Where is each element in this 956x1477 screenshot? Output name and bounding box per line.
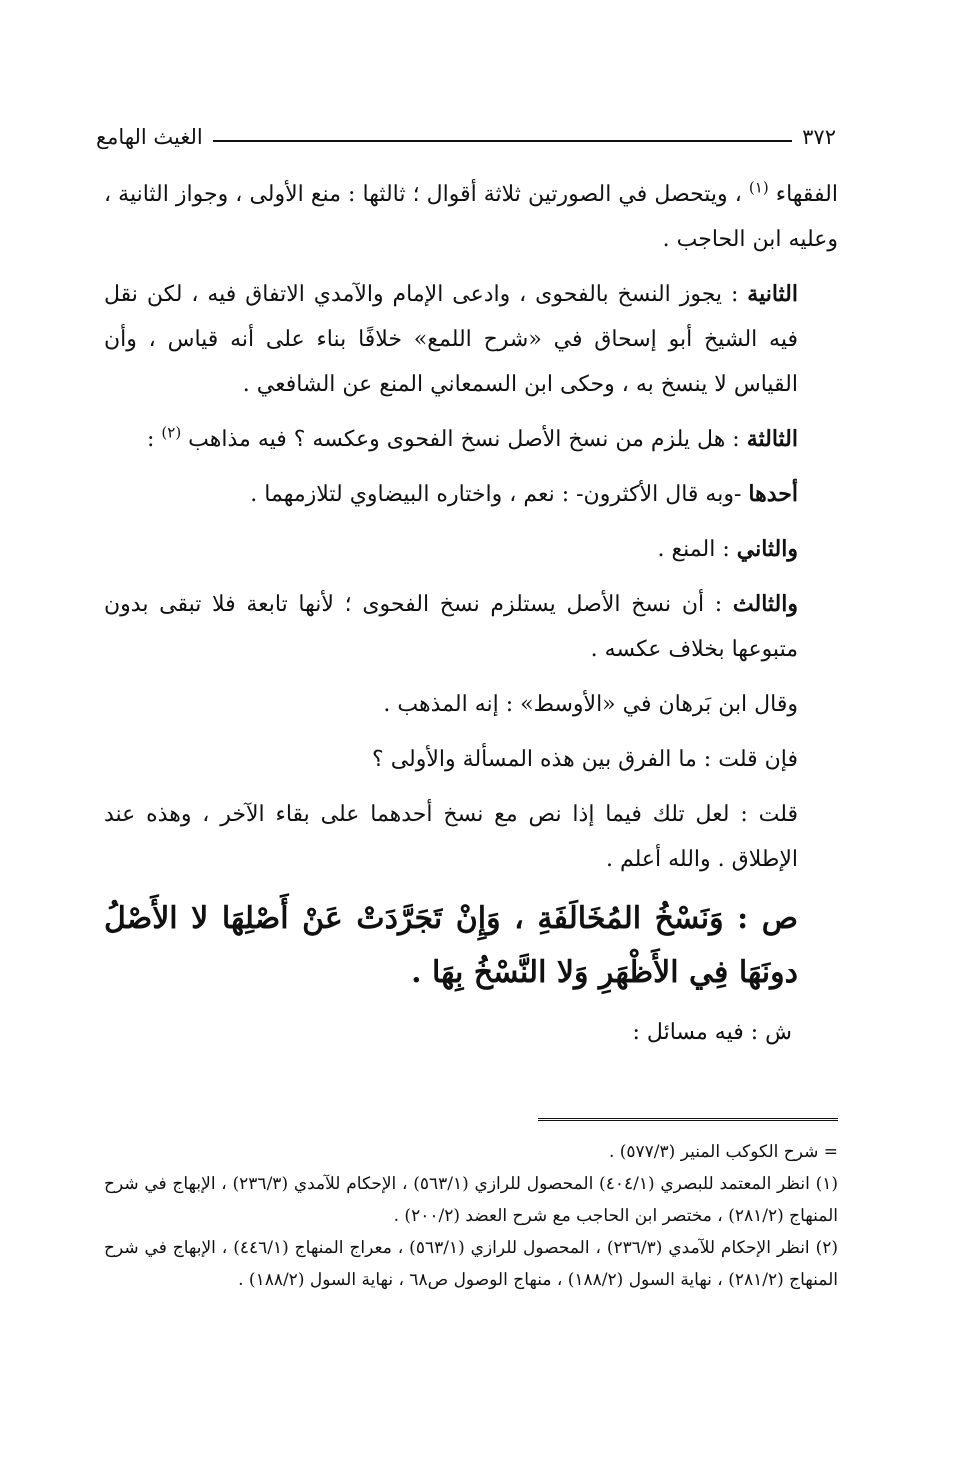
paragraph-label: والثاني xyxy=(736,536,798,562)
paragraph-2: الثانية : يجوز النسخ بالفحوى ، وادعى الإمام والآمدي الاتفاق فيه ، لكن نقل فيه الشيخ أبو إسحاق في «شرح اللمع» خلافًا بناء على أنه قياس ، وأن القياس لا ينسخ به ، وحكى ابن السمعاني المنع عن الشافعي . xyxy=(104,281,798,397)
footnote-1: (١) انظر المعتمد للبصري (٤٠٤/١) المحصول للرازي (٥٦٣/١) ، الإحكام للآمدي (٢٣٦/٣) ، الإبهاج في شرح المنهاج (٢٨١/٢) ، مختصر ابن الحاجب مع شرح العضد (٢٠٠/٢) . xyxy=(104,1174,838,1226)
paragraph-label: الثانية xyxy=(747,281,798,307)
sharh-text: ش : فيه مسائل : xyxy=(632,1020,792,1045)
paragraph-label: الثالثة xyxy=(746,426,798,452)
paragraph-label: والثالث xyxy=(732,591,798,617)
paragraph-9: قلت : لعل تلك فيما إذا نص مع نسخ أحدهما على بقاء الآخر ، وهذه عند الإطلاق . والله أعلم . xyxy=(104,802,798,872)
paragraph-6: والثالث : أن نسخ الأصل يستلزم نسخ الفحوى ؛ لأنها تابعة فلا تبقى بدون متبوعها بخلاف عكسه . xyxy=(104,591,798,662)
footnote-separator xyxy=(538,1118,838,1125)
page-number: ٣٧٢ xyxy=(802,125,836,149)
footnote-ref-2[interactable]: (٢) xyxy=(161,423,182,442)
paragraph-8: فإن قلت : ما الفرق بين هذه المسألة والأولى ؟ xyxy=(372,747,798,772)
paragraph-1: الفقهاء $^{(١)}$ ، ويتحصل في الصورتين ثلاثة أقوال ؛ ثالثها : منع الأولى ، وجواز الثانية ، وعليه ابن الحاجب . xyxy=(104,178,838,252)
header-rule xyxy=(213,140,792,142)
paragraph-5: والثاني : المنع . xyxy=(657,536,798,562)
paragraph-3: الثالثة : هل يلزم من نسخ الأصل نسخ الفحوى وعكسه ؟ فيه مذاهب $^{(٢)}$ : xyxy=(146,423,798,452)
footnote-ref-1[interactable]: (١) xyxy=(748,178,769,197)
matn-text: ص : وَنَسْخُ المُخَالَفَةِ ، وَإِنْ تَجَرَّدَتْ عَنْ أَصْلِهَا لا الأَصْلُ دونَهَا فِي الأَظْهَرِ وَلا النَّسْخُ بِهَا . xyxy=(104,901,798,990)
footnotes xyxy=(104,1136,838,1296)
paragraph-label: أحدها xyxy=(748,481,798,507)
main-text xyxy=(104,172,838,1065)
book-title: الغيث الهامع xyxy=(96,125,203,149)
paragraph-7: وقال ابن بَرهان في «الأوسط» : إنه المذهب . xyxy=(383,692,798,717)
paragraph-4: أحدها -وبه قال الأكثرون- : نعم ، واختاره البيضاوي لتلازمهما . xyxy=(250,481,798,507)
footnote-continuation: = شرح الكوكب المنير (٥٧٧/٣) . xyxy=(608,1142,838,1162)
running-header xyxy=(96,116,836,148)
footnote-2: (٢) انظر الإحكام للآمدي (٢٣٦/٣) ، المحصول للرازي (٥٦٣/١) ، معراج المنهاج (٤٤٦/١) ، الإبهاج في شرح المنهاج (٢٨١/٢) ، نهاية السول (١٨٨/٢) ، منهاج الوصول ص٦٨ ، نهاية السول (١٨٨/٢) . xyxy=(104,1238,838,1290)
